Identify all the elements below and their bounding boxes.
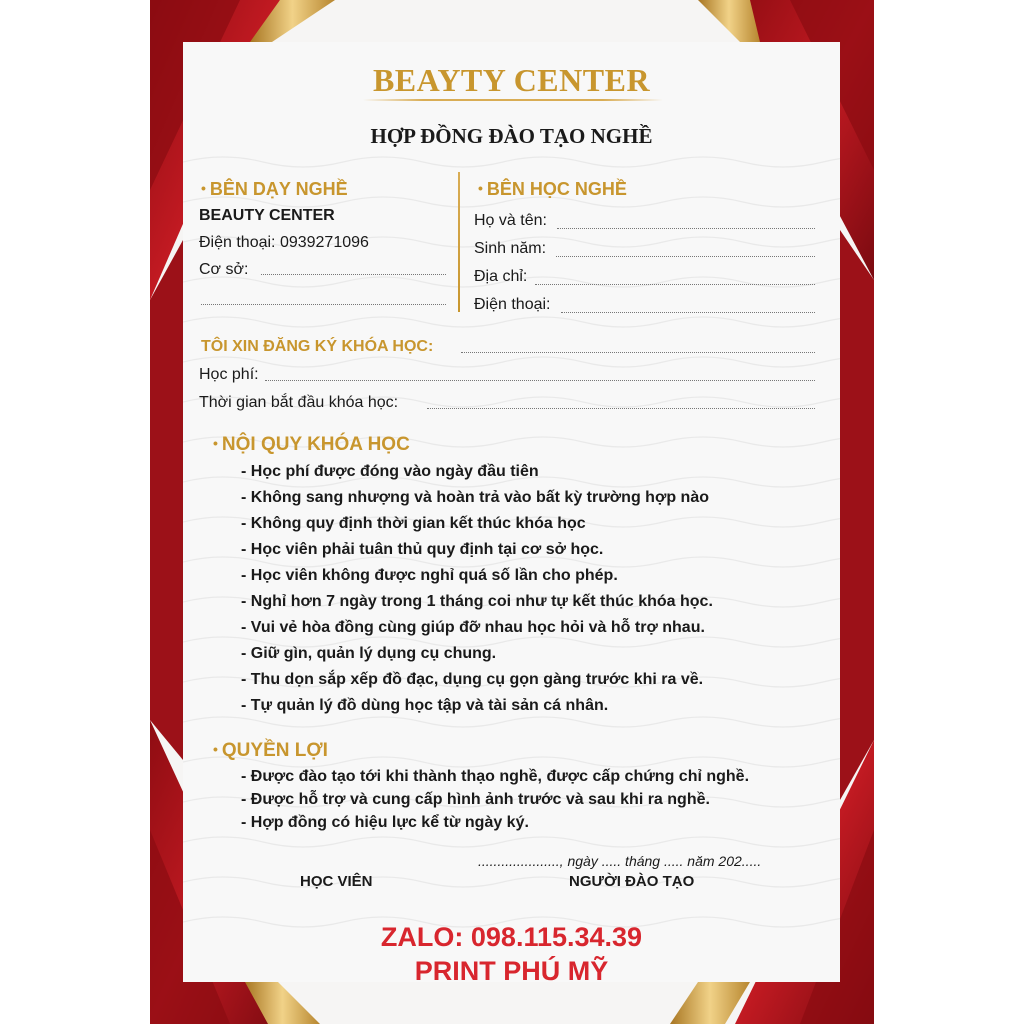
student-phone-label: Điện thoại: [474, 296, 551, 313]
bullet-icon: • [201, 180, 206, 196]
student-address-label: Địa chỉ: [474, 268, 528, 285]
student-birth-year-field[interactable] [556, 256, 815, 257]
benefits-heading [213, 740, 328, 762]
rule-item: - Thu dọn sắp xếp đồ đạc, dụng cụ gọn gàng trước khi ra về. [241, 671, 704, 688]
student-name-field[interactable] [557, 228, 815, 229]
bullet-icon: • [213, 435, 218, 451]
rule-item: - Học viên phải tuân thủ quy định tại cơ sở học. [241, 541, 604, 558]
benefit-item: - Hợp đồng có hiệu lực kể từ ngày ký. [241, 814, 529, 831]
contract-paper [183, 42, 840, 986]
rules-heading-text: NỘI QUY KHÓA HỌC [221, 434, 410, 455]
rule-item: - Không quy định thời gian kết thúc khóa học [241, 515, 586, 532]
trainer-signature-label: NGƯỜI ĐÀO TẠO [569, 873, 695, 890]
student-birth-year-label: Sinh năm: [474, 240, 547, 257]
trainer-branch-field[interactable] [261, 274, 446, 275]
benefits-heading-text: QUYỀN LỢI [221, 740, 328, 761]
contract-title: HỢP ĐỒNG ĐÀO TẠO NGHỀ [370, 124, 653, 148]
print-shop-name: PRINT PHÚ MỸ [414, 956, 609, 986]
trainer-name: BEAUTY CENTER [199, 207, 335, 224]
brand-title: BEAYTY CENTER [372, 62, 651, 98]
rule-item: - Học phí được đóng vào ngày đầu tiên [241, 463, 539, 480]
rule-item: - Không sang nhượng và hoàn trả vào bất kỳ trường hợp nào [241, 489, 709, 506]
zalo-contact: ZALO: 098.115.34.39 [380, 922, 643, 952]
rule-item: - Vui vẻ hòa đồng cùng giúp đỡ nhau học hỏi và hỗ trợ nhau. [241, 619, 705, 636]
rule-item: - Tự quản lý đồ dùng học tập và tài sản cá nhân. [241, 697, 609, 714]
trainer-branch-label: Cơ sở: [199, 261, 249, 278]
brand-underline [363, 99, 663, 101]
rules-heading [213, 434, 410, 456]
fee-label: Học phí: [199, 366, 259, 383]
student-heading-text: BÊN HỌC NGHỀ [486, 179, 627, 199]
bullet-icon: • [478, 180, 483, 196]
start-date-label: Thời gian bắt đầu khóa học: [199, 394, 399, 411]
trainer-branch-field-line2[interactable] [201, 304, 446, 305]
student-phone-field[interactable] [561, 312, 815, 313]
trainer-heading-text: BÊN DẠY NGHỀ [209, 179, 348, 199]
rule-item: - Nghỉ hơn 7 ngày trong 1 tháng coi như tự kết thúc khóa học. [241, 593, 713, 610]
student-name-label: Họ và tên: [474, 212, 547, 229]
rule-item: - Giữ gìn, quản lý dụng cụ chung. [241, 645, 497, 662]
course-name-field[interactable] [461, 352, 815, 353]
signing-date-line: ....................., ngày ..... tháng ..... năm 202..... [478, 853, 762, 869]
bullet-icon: • [213, 741, 218, 757]
start-date-field[interactable] [427, 408, 815, 409]
student-address-field[interactable] [535, 284, 815, 285]
column-divider [458, 172, 460, 312]
trainer-phone: Điện thoại: 0939271096 [199, 234, 369, 251]
student-heading [478, 179, 627, 200]
benefit-item: - Được đào tạo tới khi thành thạo nghề, được cấp chứng chỉ nghề. [241, 768, 750, 785]
rule-item: - Học viên không được nghỉ quá số lần cho phép. [241, 567, 618, 584]
fee-field[interactable] [265, 380, 815, 381]
trainer-heading [201, 179, 348, 200]
registration-heading: TÔI XIN ĐĂNG KÝ KHÓA HỌC: [201, 338, 434, 355]
student-signature-label: HỌC VIÊN [300, 873, 373, 890]
benefit-item: - Được hỗ trợ và cung cấp hình ảnh trước và sau khi ra nghề. [241, 791, 710, 808]
contract-sheet [150, 0, 874, 1024]
